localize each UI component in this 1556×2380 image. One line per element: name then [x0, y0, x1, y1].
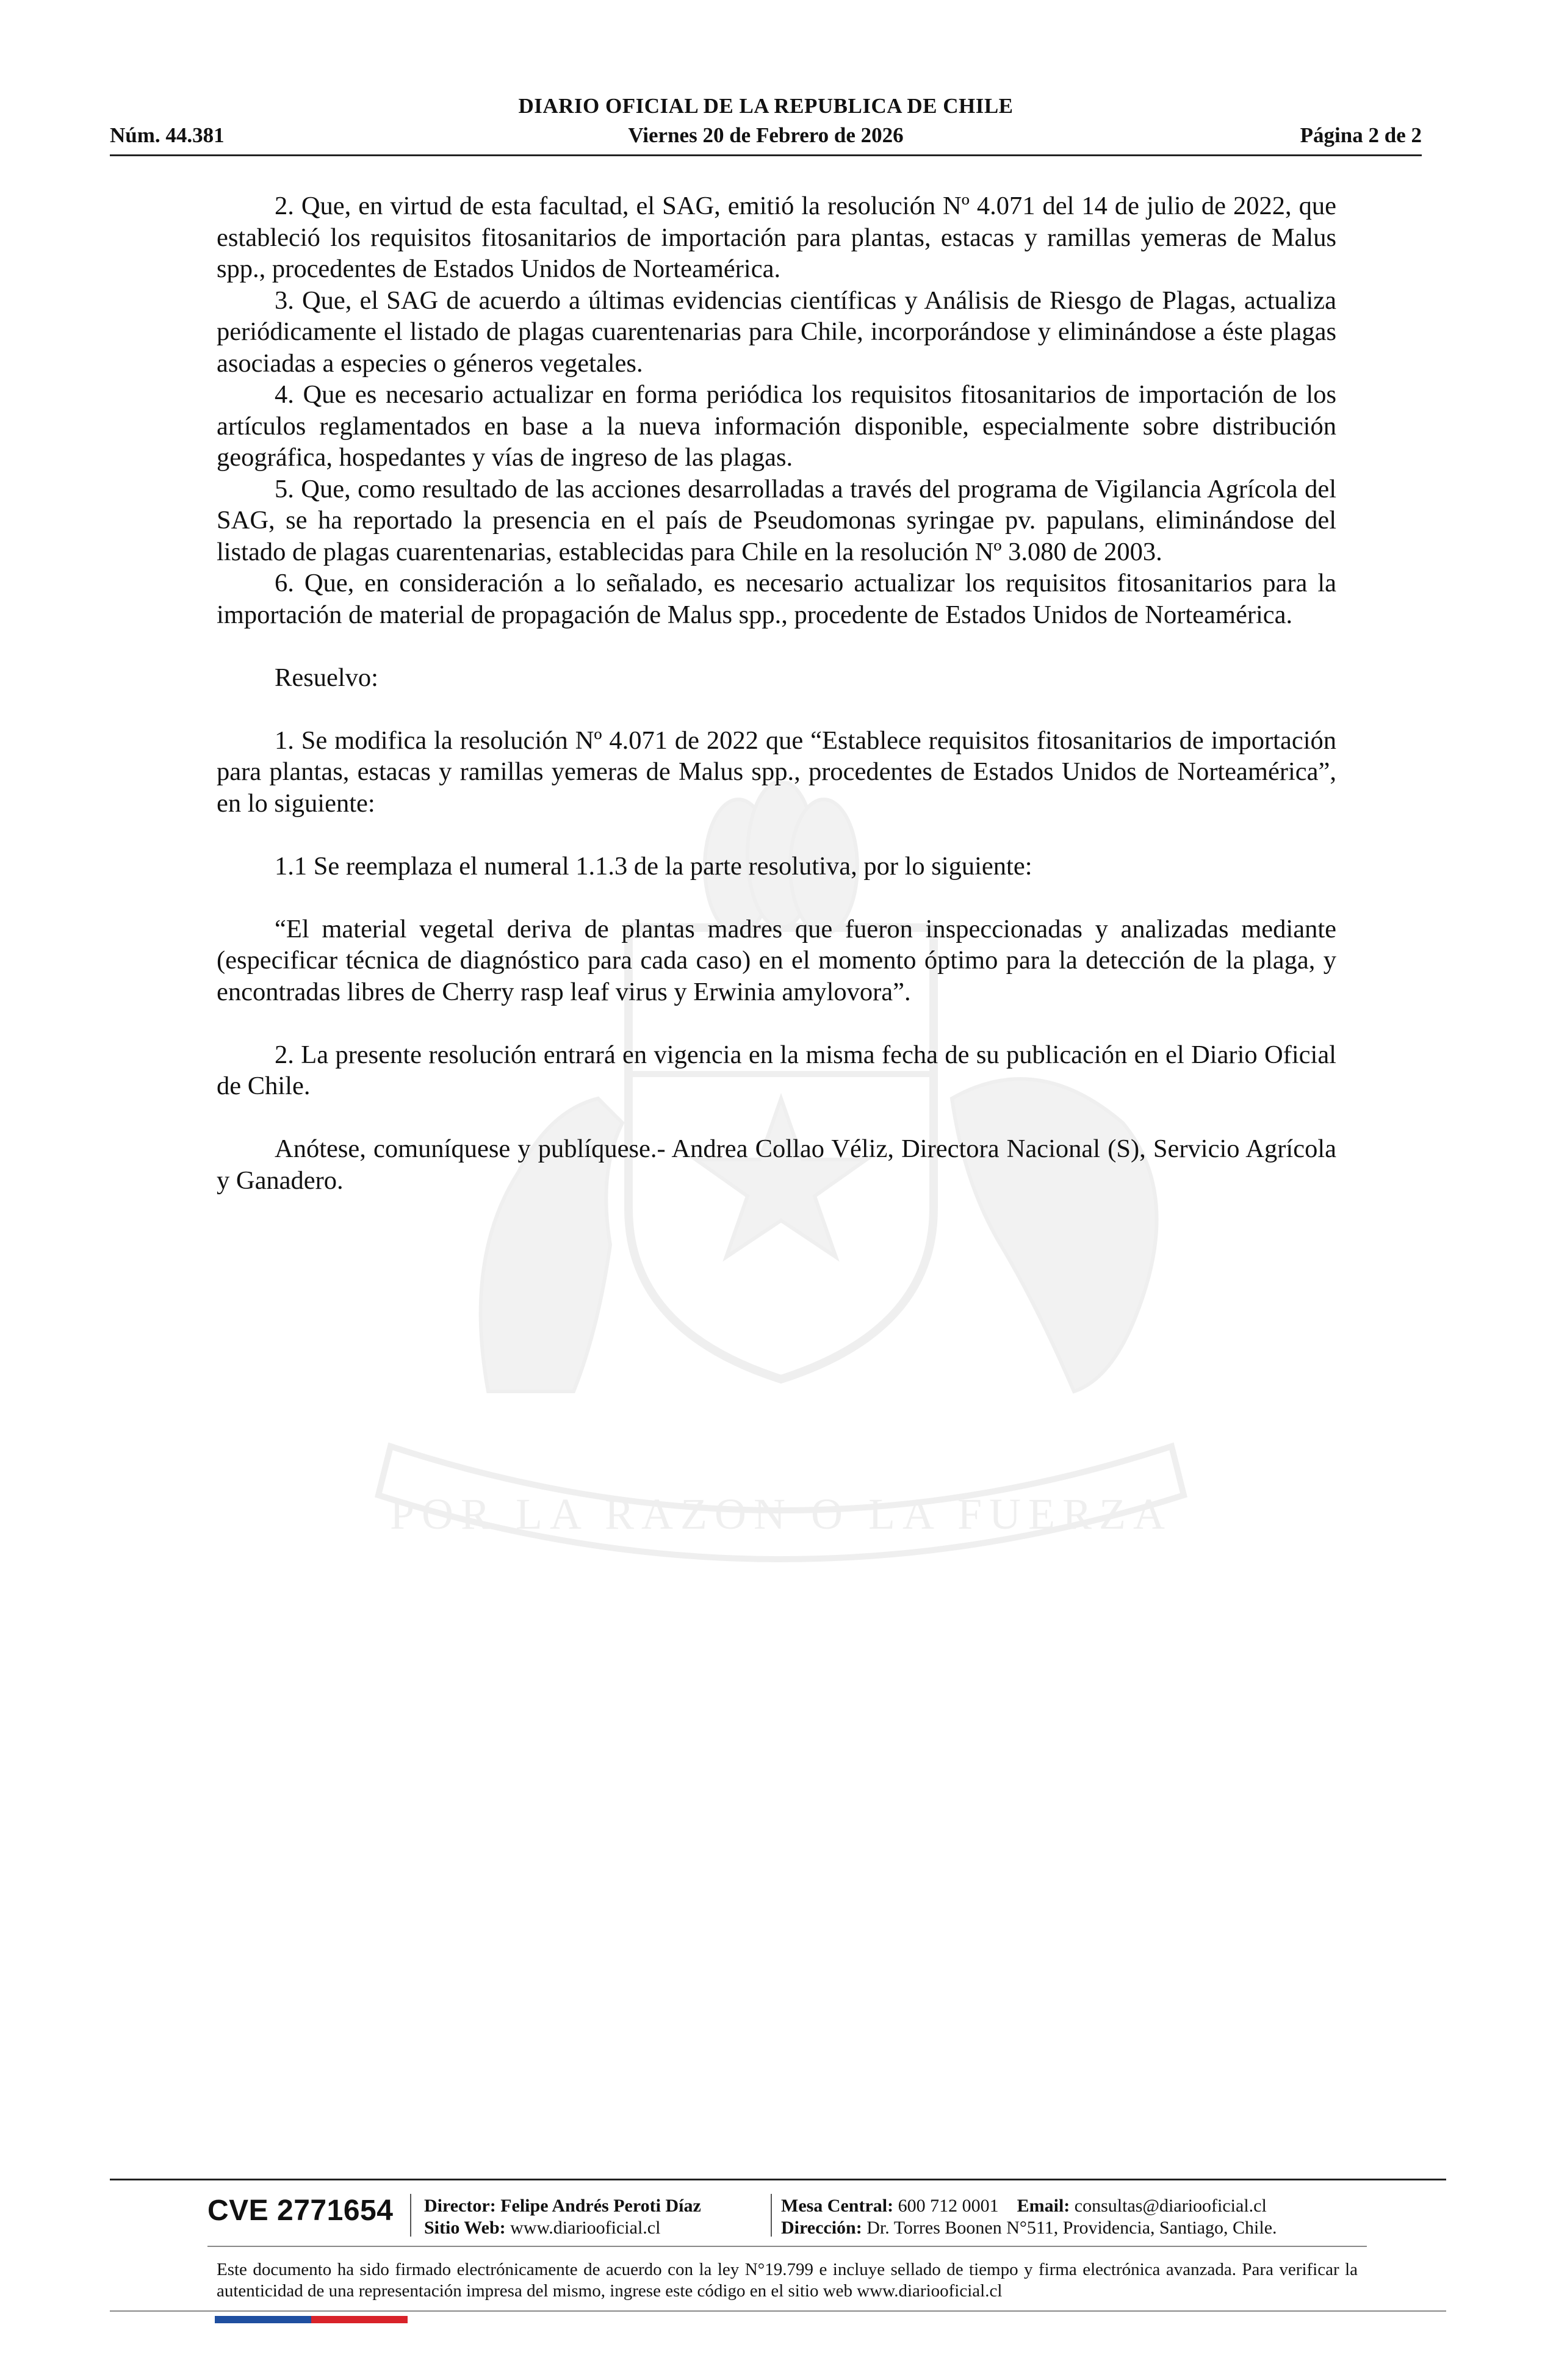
address-label: Dirección: [781, 2218, 862, 2238]
considerando-5: 5. Que, como resultado de las acciones desarrolladas a través del programa de Vigilancia Agrícola del SAG, se ha reportado la presencia en el país de Pseudomonas syringae pv. papulans, eliminándose del listado de plagas cuarentenarias, establecidas para Chile en la resolución Nº 3.080 de 2003. [217, 474, 1336, 566]
footer-mid-rule [207, 2246, 1367, 2247]
header-rule [110, 154, 1422, 156]
footer-divider [410, 2194, 411, 2237]
resolution-2: 2. La presente resolución entrará en vigencia en la misma fecha de su publicación en el Diario Oficial de Chile. [217, 1040, 1336, 1100]
website-link[interactable]: www.diariooficial.cl [510, 2218, 661, 2238]
document-body [217, 190, 1336, 1196]
director-name: Felipe Andrés Peroti Díaz [500, 2196, 701, 2216]
email-label: Email: [1017, 2196, 1070, 2216]
address-value: Dr. Torres Boonen N°511, Providencia, Santiago, Chile. [866, 2218, 1277, 2238]
issue-number: Núm. 44.381 [110, 123, 225, 147]
page-header [110, 92, 1422, 159]
issue-date: Viernes 20 de Febrero de 2026 [628, 123, 904, 147]
resolution-1: 1. Se modifica la resolución Nº 4.071 de 2022 que “Establece requisitos fitosanitarios de importación para plantas, estacas y ramillas yemeras de Malus spp., procedentes de Estados Unidos de Norteamérica”, en lo siguiente: [217, 726, 1336, 818]
website-label: Sitio Web: [424, 2218, 506, 2238]
footer-divider [771, 2194, 772, 2237]
flag-stripe [215, 2316, 408, 2323]
phone-label: Mesa Central: [781, 2196, 894, 2216]
email-link[interactable]: consultas@diariooficial.cl [1074, 2196, 1267, 2216]
gazette-title: DIARIO OFICIAL DE LA REPUBLICA DE CHILE [518, 94, 1014, 118]
considerando-4: 4. Que es necesario actualizar en forma periódica los requisitos fitosanitarios de importación de los artículos reglamentados en base a la nueva información disponible, especialmente sobre distribución geográfica, hospedantes y vías de ingreso de las plagas. [217, 380, 1336, 472]
considerando-3: 3. Que, el SAG de acuerdo a últimas evidencias científicas y Análisis de Riesgo de Plagas, actualiza periódicamente el listado de plagas cuarentenarias para Chile, incorporándose y eliminándose a éste plagas asociadas a especies o géneros vegetales. [217, 286, 1336, 378]
phone-value: 600 712 0001 [898, 2196, 999, 2216]
flag-blue-stripe [215, 2316, 311, 2323]
considerando-2: 2. Que, en virtud de esta facultad, el SAG, emitió la resolución Nº 4.071 del 14 de julio de 2022, que estableció los requisitos fitosanitarios de importación para plantas, estacas y ramillas yemeras de Malus spp., procedentes de Estados Unidos de Norteamérica. [217, 192, 1336, 283]
resuelvo-heading: Resuelvo: [275, 663, 378, 692]
footer-top-rule [110, 2179, 1446, 2180]
cve-code: CVE 2771654 [207, 2194, 394, 2227]
legal-notice: Este documento ha sido firmado electrónicamente de acuerdo con la ley N°19.799 e incluye sellado de tiempo y firma electrónica avanzada. Para verificar la autenticidad de una representación impresa del mismo, ingrese este código en el sitio web www.diariooficial.cl [217, 2260, 1358, 2301]
motto-text: POR LA RAZON O LA FUERZA [389, 1490, 1173, 1538]
closing-signature: Anótese, comuníquese y publíquese.- Andrea Collao Véliz, Directora Nacional (S), Servicio Agrícola y Ganadero. [217, 1134, 1336, 1195]
flag-red-stripe [311, 2316, 408, 2323]
resolution-1-1: 1.1 Se reemplaza el numeral 1.1.3 de la parte resolutiva, por lo siguiente: [275, 851, 1032, 881]
page-number: Página 2 de 2 [1300, 123, 1422, 147]
replacement-quote: “El material vegetal deriva de plantas madres que fueron inspeccionadas y analizadas mediante (especificar técnica de diagnóstico para cada caso) en el momento óptimo para la detección de la plaga, y encontradas libres de Cherry rasp leaf virus y Erwinia amylovora”. [217, 914, 1336, 1006]
footer-contact-block [781, 2195, 1277, 2239]
director-label: Director: [424, 2196, 496, 2216]
footer-director-block [424, 2195, 701, 2239]
motto-ribbon [378, 1446, 1184, 1559]
page-footer [110, 2179, 1446, 2319]
footer-bottom-rule [110, 2310, 1446, 2312]
considerando-6: 6. Que, en consideración a lo señalado, es necesario actualizar los requisitos fitosanitarios para la importación de material de propagación de Malus spp., procedente de Estados Unidos de Norteamérica. [217, 569, 1336, 629]
